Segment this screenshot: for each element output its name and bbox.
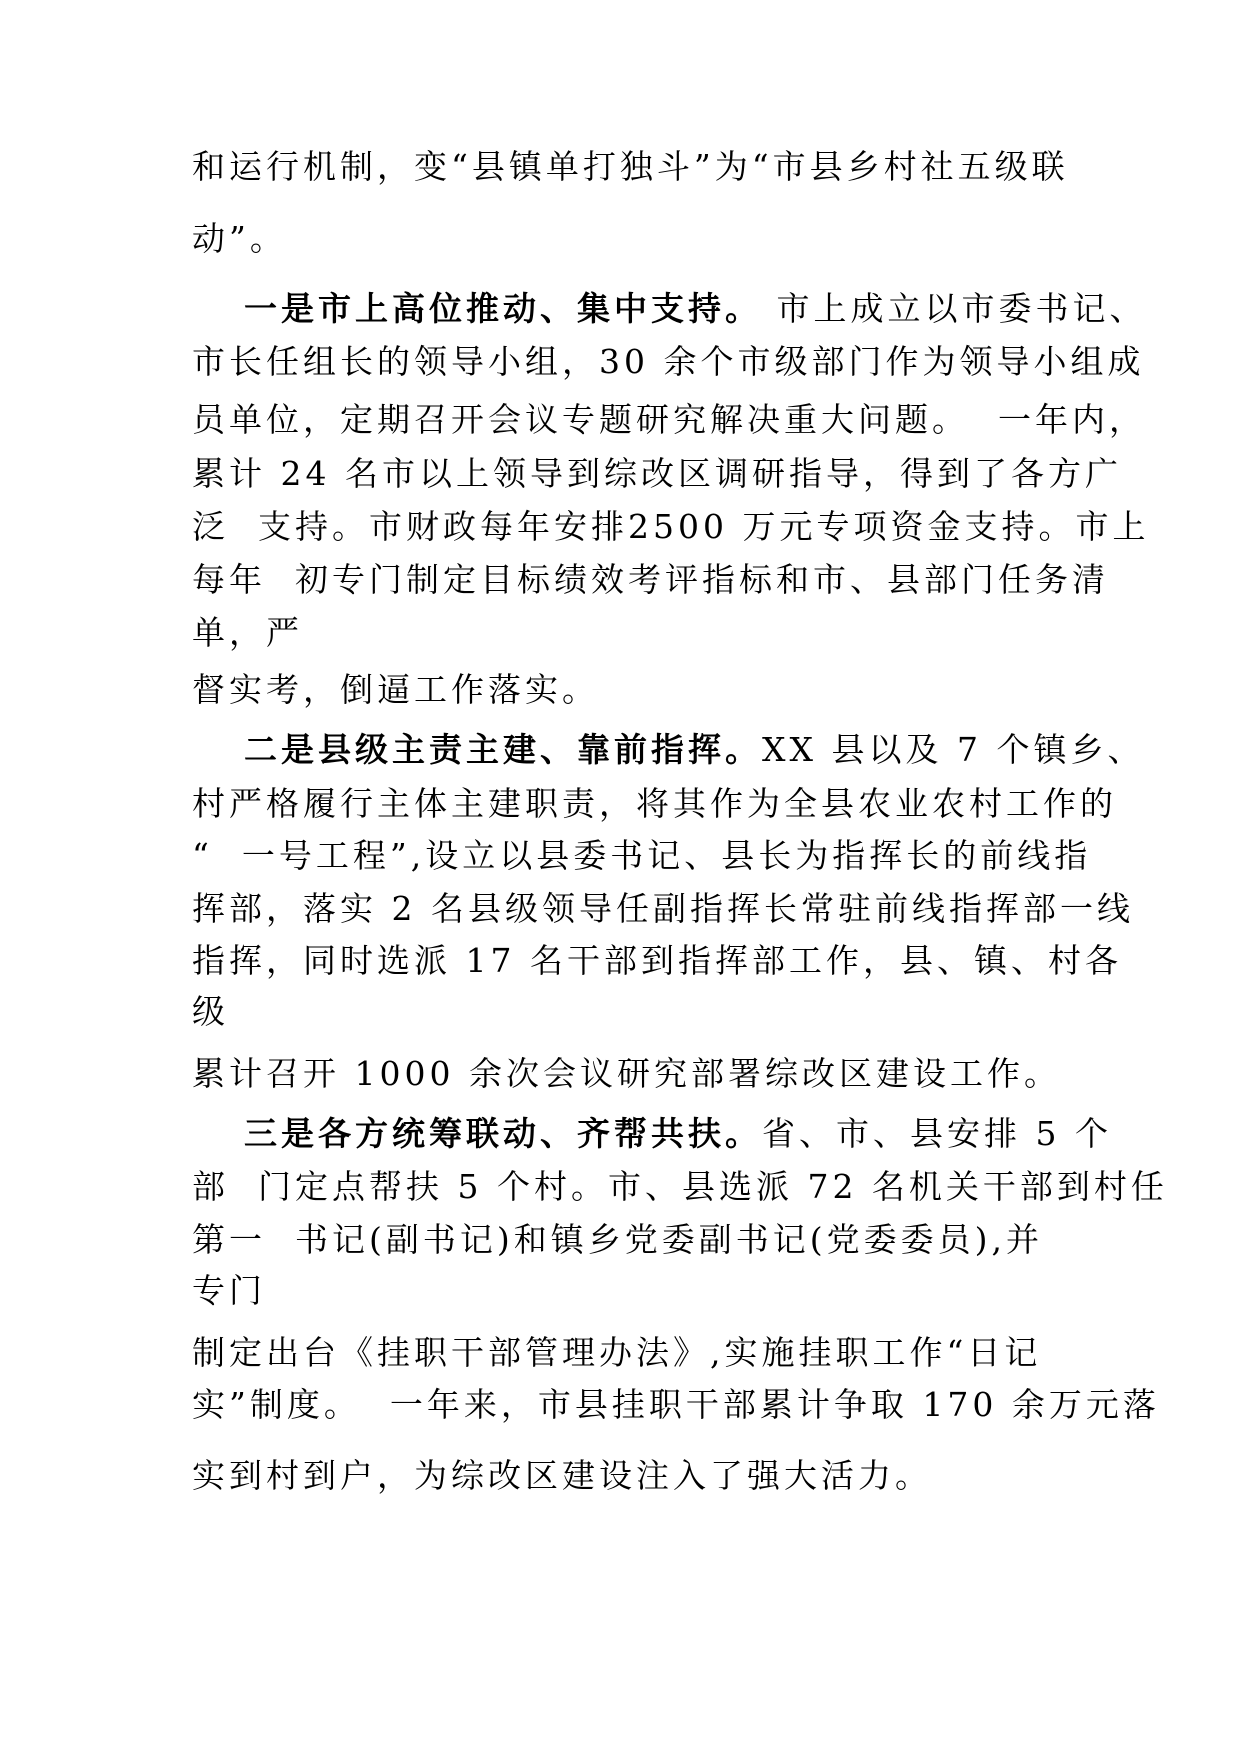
paragraph-2-first-line: 二是县级主责主建、靠前指挥。XX 县以及 7 个镇乡、 xyxy=(244,730,1145,769)
body-line: 级 xyxy=(192,992,229,1031)
paragraph-3-first-line: 三是各方统筹联动、齐帮共扶。省、市、县安排 5 个 xyxy=(244,1114,1112,1153)
body-line: 单，严 xyxy=(192,613,303,652)
body-line: 和运行机制，变“县镇单打独斗”为“市县乡村社五级联 xyxy=(192,147,1069,186)
body-line: 动”。 xyxy=(192,219,287,258)
body-line: “ 一号工程”,设立以县委书记、县长为指挥长的前线指 xyxy=(192,836,1092,875)
body-line: 员单位，定期召开会议专题研究解决重大问题。 一年内， xyxy=(192,400,1146,439)
paragraph-heading: 二是县级主责主建、靠前指挥。 xyxy=(244,730,762,769)
body-line: 累计 24 名市以上领导到综改区调研指导，得到了各方广 xyxy=(192,454,1122,493)
paragraph-heading: 三是各方统筹联动、齐帮共扶。 xyxy=(244,1114,762,1153)
body-line: 泛 支持。市财政每年安排2500 万元专项资金支持。市上 xyxy=(192,507,1150,546)
paragraph-heading: 一是市上高位推动、集中支持。 xyxy=(244,289,762,328)
body-line: 每年 初专门制定目标绩效考评指标和市、县部门任务清 xyxy=(192,560,1109,599)
body-line: 专门 xyxy=(192,1271,266,1310)
body-line: 市长任组长的领导小组，30 余个市级部门作为领导小组成 xyxy=(192,342,1145,381)
body-line: 部 门定点帮扶 5 个村。市、县选派 72 名机关干部到村任 xyxy=(192,1167,1168,1206)
paragraph-1-first-line: 一是市上高位推动、集中支持。 市上成立以市委书记、 xyxy=(244,289,1147,328)
body-line: 实到村到户，为综改区建设注入了强大活力。 xyxy=(192,1456,932,1495)
body-line: 指挥，同时选派 17 名干部到指挥部工作，县、镇、村各 xyxy=(192,941,1122,980)
body-line: 村严格履行主体主建职责，将其作为全县农业农村工作的 xyxy=(192,784,1117,823)
body-line: 挥部，落实 2 名县级领导任副指挥长常驻前线指挥部一线 xyxy=(192,889,1134,928)
body-line: 实”制度。 一年来，市县挂职干部累计争取 170 余万元落 xyxy=(192,1385,1160,1424)
body-line: 督实考，倒逼工作落实。 xyxy=(192,670,599,709)
body-line: 第一 书记(副书记)和镇乡党委副书记(党委委员),并 xyxy=(192,1220,1043,1259)
body-line: 累计召开 1000 余次会议研究部署综改区建设工作。 xyxy=(192,1054,1061,1093)
body-line: 制定出台《挂职干部管理办法》,实施挂职工作“日记 xyxy=(192,1333,1042,1372)
